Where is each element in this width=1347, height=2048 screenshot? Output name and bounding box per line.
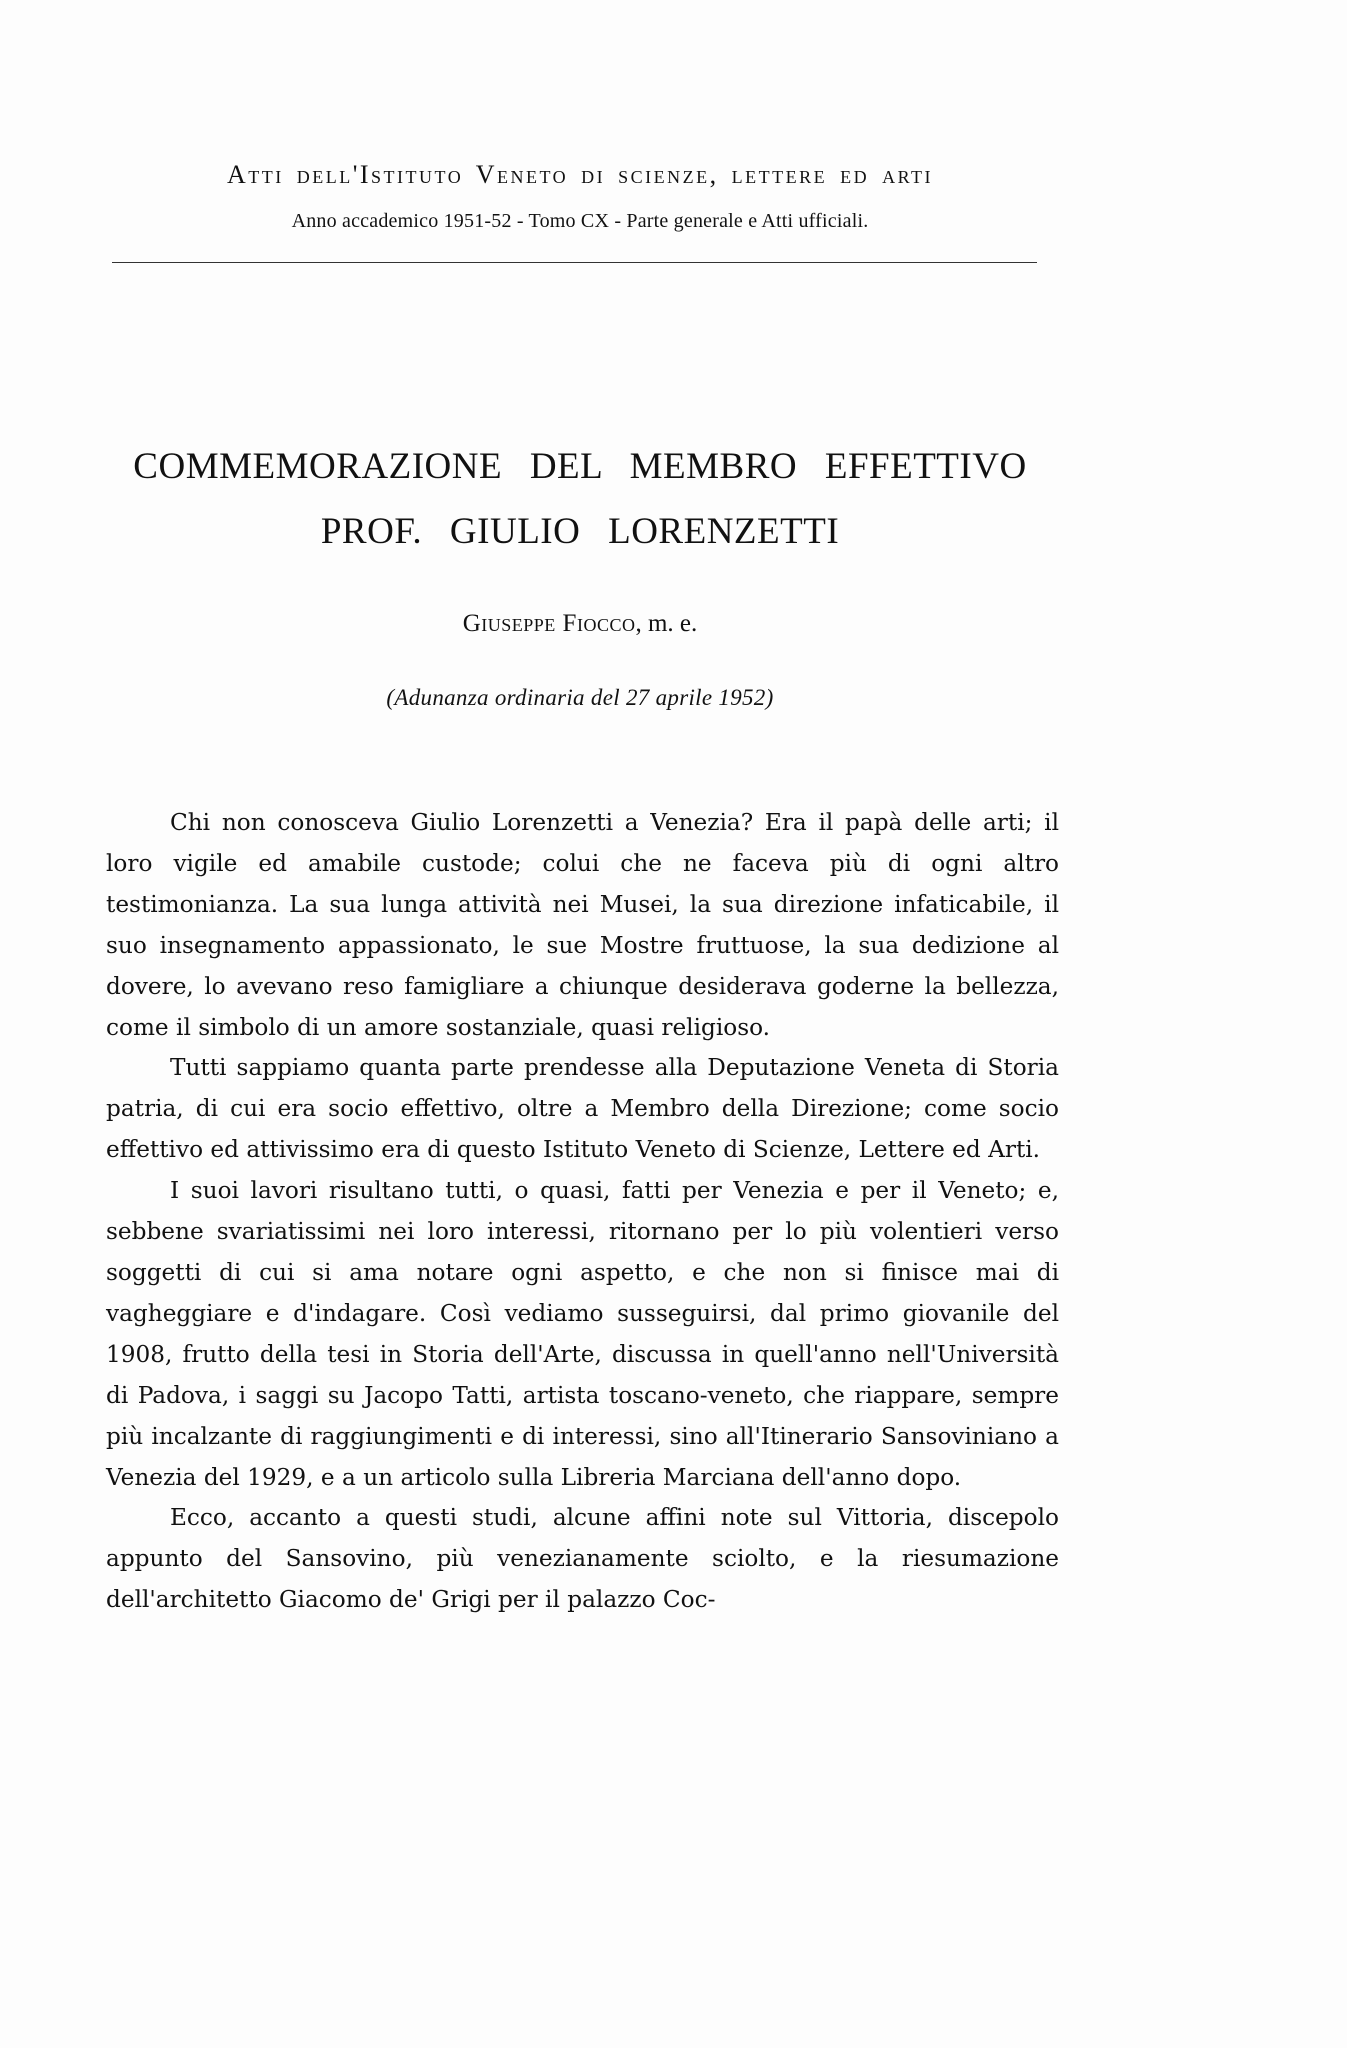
article-title-line-1: COMMEMORAZIONE DEL MEMBRO EFFETTIVO — [133, 446, 1027, 487]
body-paragraph-4: Ecco, accanto a questi studi, alcune affini note sul Vittoria, discepolo appunto del Sansovino, più venezianamente sciolto, e la riesumazione dell'architetto Giacomo de' Grigi per il palazzo Coc- — [106, 1504, 1059, 1614]
volume-info: Anno accademico 1951-52 - Tomo CX - Parte generale e Atti ufficiali. — [291, 210, 869, 232]
author-role: , m. e. — [635, 610, 698, 637]
body-paragraph-1: Chi non conosceva Giulio Lorenzetti a Venezia? Era il papà delle arti; il loro vigile ed amabile custode; colui che ne faceva più di ogni altro testimonianza. La sua lunga attività nei Musei, la sua direzione infaticabile, il suo insegnamento appassionato, le sue Mostre fruttuose, la sua dedizione al dovere, lo avevano reso famigliare a chiunque desiderava goderne la bellezza, come il simbolo di un amore sostanziale, quasi religioso. — [106, 809, 1059, 1041]
body-paragraph-3: I suoi lavori risultano tutti, o quasi, fatti per Venezia e per il Veneto; e, sebbene svariatissimi nei loro interessi, ritornano per lo più volentieri verso soggetti di cui si ama notare ogni aspetto, e che non si finisce mai di vagheggiare e d'indagare. Così vediamo susseguirsi, dal primo giovanile del 1908, frutto della tesi in Storia dell'Arte, discussa in quell'anno nell'Università di Padova, i saggi su Jacopo Tatti, artista toscano-veneto, che riappare, sempre più incalzante di raggiungimenti e di interessi, sino all'Itinerario Sansoviniano a Venezia del 1929, e a un articolo sulla Libreria Marciana dell'anno dopo. — [106, 1177, 1059, 1491]
author-line — [100, 610, 1060, 638]
meeting-note — [100, 685, 1060, 711]
series-title: Atti dell'Istituto Veneto di scienze, lettere ed arti — [226, 160, 934, 189]
body-paragraph-2: Tutti sappiamo quanta parte prendesse alla Deputazione Veneta di Storia patria, di cui era socio effettivo, oltre a Membro della Direzione; come socio effettivo ed attivissimo era di questo Istituto Veneto di Scienze, Lettere ed Arti. — [106, 1054, 1059, 1164]
meeting-note-text: (Adunanza ordinaria del 27 aprile 1952) — [386, 685, 774, 710]
article-title-line-2: PROF. GIULIO LORENZETTI — [320, 511, 840, 552]
header-rule — [112, 262, 1037, 263]
body-text — [106, 803, 1059, 1621]
author-name: Giuseppe Fiocco — [462, 610, 636, 637]
